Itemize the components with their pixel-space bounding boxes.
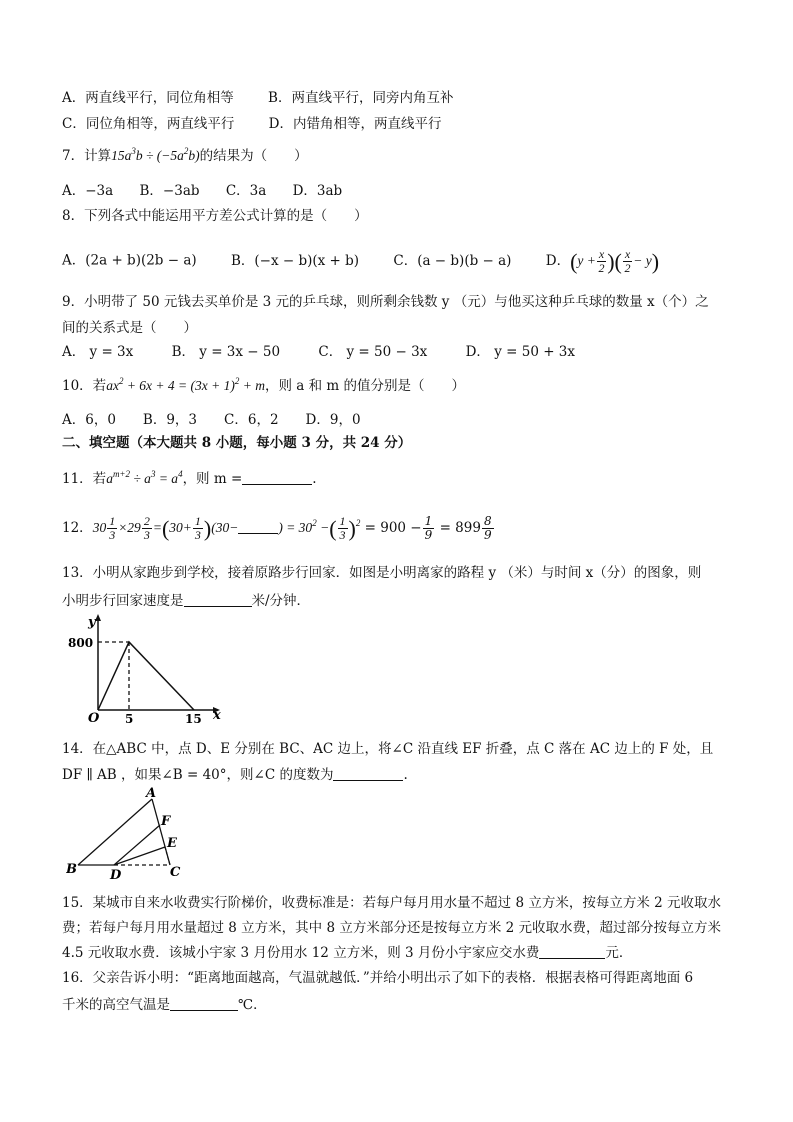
q10-options: A．6，0 B．9，3 C．6，2 D．9，0: [62, 412, 361, 428]
vertex-e-label: E: [167, 836, 177, 851]
graph-x-tick-15: 15: [185, 712, 202, 724]
q6-option-b: B．两直线平行，同旁内角互补: [268, 90, 454, 106]
q7-stem-prefix: 7．计算: [62, 148, 112, 164]
segment-ac: [152, 799, 170, 865]
q14-triangle-figure: [66, 787, 196, 881]
q6-option-a: A．两直线平行，同位角相等: [62, 90, 234, 106]
q12-tail-2: = 899: [439, 520, 481, 536]
q12-prefix: 12．: [62, 520, 93, 536]
q11-expression: $a^{m+2} \div a^3 = a^4$: [106, 469, 183, 486]
q14-line2-suffix: .: [403, 767, 408, 783]
section-2-title: 二、填空题（本大题共 8 小题，每小题 3 分，共 24 分）: [62, 435, 412, 451]
q7-option-c: C．3a: [225, 183, 267, 199]
q15-line3-suffix: 元．: [605, 945, 633, 961]
q15-line3-prefix: 4.5 元收取水费．该城小宇家 3 月份用水 12 立方米，则 3 月份小宇家应交水费: [62, 945, 540, 961]
q16-line2-suffix: ℃．: [238, 997, 267, 1013]
vertex-c-label: C: [170, 865, 181, 880]
q8-option-a: A．(2a + b)(2b − a): [62, 252, 197, 269]
q10-stem-suffix: ，则 a 和 m 的值分别是（ ）: [264, 378, 465, 394]
q8-options: [62, 248, 659, 275]
q7-option-d: D．3ab: [292, 183, 343, 199]
q7-stem-suffix: 的结果为（ ）: [199, 148, 308, 164]
q16-line2-prefix: 千米的高空气温是: [62, 997, 170, 1013]
q11-end: .: [312, 471, 317, 487]
graph-origin-label: O: [88, 711, 100, 724]
q7-option-a: A．−3a: [62, 183, 114, 199]
vertex-a-label: A: [146, 787, 157, 801]
q10-stem: [62, 376, 465, 396]
q14-answer-blank[interactable]: [333, 766, 403, 781]
q6-options-row-2: [62, 114, 441, 134]
q13-stem-line-2: [62, 591, 310, 611]
q13-stem-line-1: 13．小明从家跑步到学校，接着原路步行回家．如图是小明离家的路程 y （米）与时间 x（分）的图象，则: [62, 565, 702, 581]
q9-option-d: D． y = 50 + 3x: [465, 344, 576, 360]
q7-options: [62, 181, 342, 201]
graph-y-tick-800: 800: [68, 636, 94, 650]
vertex-f-label: F: [161, 814, 171, 829]
segment-df: [114, 825, 160, 865]
graph-x-tick-5: 5: [125, 712, 134, 724]
vertex-d-label: D: [110, 868, 122, 881]
graph-x-axis-label: x: [213, 708, 221, 723]
q12-expression: 30 $\frac{1}{3}$ ×29 $\frac{2}{3}$ =(30+ $\frac{1}{3}$ )(30− ) = $30^2$ −( $\frac{1}{3}$ )$^2$: [92, 514, 361, 543]
q15-answer-blank[interactable]: [539, 944, 605, 959]
q12-stem: [62, 510, 495, 547]
q6-option-d: D．内错角相等，两直线平行: [268, 116, 442, 132]
q9-option-c: C． y = 50 − 3x: [318, 344, 428, 360]
q14-stem-line-1: 14．在△ABC 中，点 D、E 分别在 BC、AC 边上，将∠C 沿直线 EF 折叠，点 C 落在 AC 边上的 F 处，且: [62, 741, 714, 757]
q15-stem-line-3: [62, 943, 632, 963]
q6-options-row-1: [62, 88, 453, 108]
q11-prefix: 11．若: [62, 471, 107, 487]
q8-option-d-label: D．: [545, 252, 571, 269]
q7-stem: [62, 146, 308, 166]
q9-stem-line-1: 9．小明带了 50 元钱去买单价是 3 元的乒乓球，则所剩余钱数 y （元）与他买这种乒乓球的数量 x（个）之: [62, 294, 709, 310]
q7-option-b: B．−3ab: [139, 183, 200, 199]
q10-expression: $ax^2 + 6x + 4 = (3x + 1)^2 + m$: [106, 376, 265, 393]
q14-stem-line-2: [62, 765, 408, 785]
q7-expression: $15a^3b \div (-5a^2b)$: [111, 146, 200, 163]
q16-answer-blank[interactable]: [170, 996, 238, 1011]
q12-fraction-1-9: $\frac{1}{9}$: [424, 514, 433, 542]
q12-answer-blank[interactable]: [238, 519, 278, 534]
q8-option-d-expression: (y + $\frac{x}{2}$ )( $\frac{x}{2}$ − y): [570, 247, 660, 275]
q6-option-c: C．同位角相等，两直线平行: [62, 116, 235, 132]
q12-fraction-8-9: $\frac{8}{9}$: [483, 514, 492, 542]
q9-stem-line-2: 间的关系式是（ ）: [62, 320, 197, 336]
q14-line2-prefix: DF ∥ AB ，如果∠B = 40°，则∠C 的度数为: [62, 767, 334, 783]
segment-de: [114, 847, 165, 865]
q9-options: [62, 342, 575, 362]
q11-answer-blank[interactable]: [242, 470, 312, 485]
q10-stem-prefix: 10．若: [62, 378, 107, 394]
q13-line2-prefix: 小明步行回家速度是: [62, 593, 184, 609]
graph-path-line: [98, 642, 194, 710]
q16-stem-line-1: 16．父亲告诉小明：“距离地面越高，气温就越低．”并给小明出示了如下的表格．根据表格可得距离地面 6: [62, 970, 694, 986]
vertex-b-label: B: [66, 862, 77, 877]
q12-tail: = 900 −: [364, 520, 422, 536]
q13-answer-blank[interactable]: [184, 592, 252, 607]
q13-distance-time-graph: [66, 612, 226, 724]
q11-stem: [62, 469, 317, 489]
q15-stem-line-1: 15．某城市自来水收费实行阶梯价，收费标准是：若每户每月用水量不超过 8 立方米，按每立方米 2 元收取水: [62, 895, 722, 911]
q9-option-a: A． y = 3x: [62, 344, 134, 360]
q15-stem-line-2: 费；若每户每月用水量超过 8 立方米，其中 8 立方米部分还是按每立方米 2 元收取水费，超过部分按每立方米: [62, 920, 722, 936]
graph-y-axis-label: y: [88, 615, 96, 630]
q8-option-b: B．(−x − b)(x + b): [230, 252, 360, 269]
q8-option-c: C．(a − b)(b − a): [393, 252, 512, 269]
graph-y-arrow: [95, 614, 101, 621]
q11-suffix: ，则 m =: [182, 471, 243, 487]
q8-stem: 8．下列各式中能运用平方差公式计算的是（ ）: [62, 208, 368, 224]
q13-line2-suffix: 米/分钟．: [251, 593, 311, 609]
q9-option-b: B． y = 3x − 50: [171, 344, 281, 360]
q16-stem-line-2: [62, 995, 267, 1015]
